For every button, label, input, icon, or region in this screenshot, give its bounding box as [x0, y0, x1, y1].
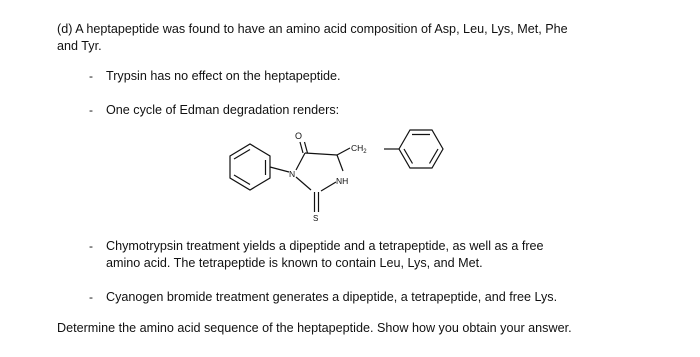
bullet-marker: -: [89, 103, 93, 117]
edman-statement: One cycle of Edman degradation renders:: [106, 103, 340, 117]
bullet-marker: -: [89, 239, 93, 253]
trypsin-statement: Trypsin has no effect on the heptapeptide.: [106, 69, 341, 83]
bullet-marker: -: [89, 69, 93, 83]
carbonyl-double-bond-a: [300, 142, 303, 153]
carbonyl-double-bond-b: [305, 142, 308, 153]
cyanogen-bromide-statement: Cyanogen bromide treatment generates a dipeptide, a tetrapeptide, and free Lys.: [106, 290, 558, 304]
n-c-bond: [296, 177, 311, 190]
nh-label: NH: [336, 176, 349, 186]
question-intro-line-1: (d) A heptapeptide was found to have an amino acid composition of Asp, Leu, Lys, Met, Phe: [57, 22, 568, 36]
nitrogen-label: N: [289, 169, 296, 179]
closing-instruction: Determine the amino acid sequence of the heptapeptide. Show how you obtain your answer.: [57, 321, 572, 335]
chymotrypsin-statement-line-1: Chymotrypsin treatment yields a dipeptide and a tetrapeptide, as well as a free: [106, 239, 544, 253]
chymotrypsin-statement-line-2: amino acid. The tetrapeptide is known to contain Leu, Lys, and Met.: [106, 256, 483, 270]
bullet-marker: -: [89, 290, 93, 304]
question-intro-line-2: and Tyr.: [57, 39, 102, 53]
ch2-label: $CH_2$: [351, 143, 367, 155]
nh-calpha-bond: [337, 155, 343, 171]
phenyl-ring-left: [230, 144, 270, 190]
phenyl-ring-right: [399, 130, 443, 168]
calpha-ch2-bond: [337, 148, 350, 155]
oxygen-label: O: [295, 131, 303, 141]
c-nh-bond: [321, 182, 336, 191]
phenyl-n-bond: [270, 167, 289, 172]
calpha-carbonyl-bond: [305, 153, 337, 155]
carbonyl-n-bond: [296, 153, 305, 170]
edman-product-structure: [210, 120, 450, 232]
sulfur-label: S: [313, 214, 319, 223]
